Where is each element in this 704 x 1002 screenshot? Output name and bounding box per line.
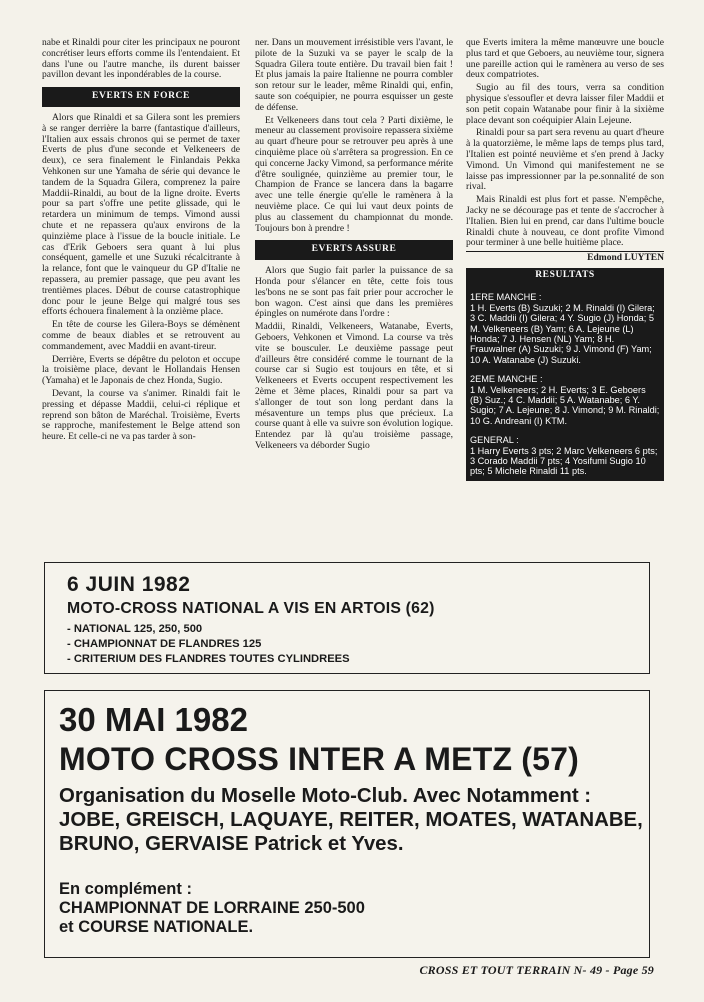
article-paragraph: que Everts imitera la même manœuvre une boucle plus tard et que Geboers, au neuvième tour, signera une pareille action qui le ramènera au verso de ses deux compatriotes.	[466, 37, 664, 81]
results-first-heat-list: 1 H. Everts (B) Suzuki; 2 M. Rinaldi (I) Gilera; 3 C. Maddii (I) Gilera; 4 Y. Sugio (J) Honda; 5 M. Velkeneers (B) Yam; 6 A. Lejeune (L) Honda; 7 J. Hensen (NL) Yam; 8 H. Frauwalner (A) Suzuki; 9 J. Vimond (F) Yam; 10 A. Watanabe (J) Suzuki.	[470, 302, 655, 365]
advert-date: 6 JUIN 1982	[67, 573, 191, 596]
advert-complement-line: et COURSE NATIONALE.	[59, 918, 254, 936]
article-paragraph: Et Velkeneers dans tout cela ? Parti dixième, le meneur au classement provisoire repassera sixième au quart d'heure pour se retrouver peu après à une cinquième place où s'arrêtera sa progression. En ce qui concerne Jacky Vimond, sa performance mérite d'être soulignée, quinzième au premier tour, le Champion de France se lancera dans la bagarre avec une telle énergie qu'elle le ramènera à la neuvième place. Ce qui lui vaut deux points de plus au classement du championnat du monde. Toujours bon à prendre !	[255, 114, 453, 234]
article-paragraph: Alors que Sugio fait parler la puissance de sa Honda pour s'élancer en tête, cette fois tous les'bons ne se sont pas fait prier pour accrocher le bon wagon. C'est ainsi que dans les premières épingles on numérote dans l'ordre :	[255, 265, 453, 320]
article-paragraph: Alors que Rinaldi et sa Gilera sont les premiers à se ranger derrière la barre (fantastique d'ailleurs, l'Italien aux essais chronos qui se permet de taxer Everts de plus d'une seconde et Velkeneers de deux), ce sera finalement le Finlandais Pekka Vehkonen sur une Yamaha de série qui devance le tandem de la Squadra Gilera, comprenez la paire Maddii-Rinaldi, au bout de la ligne droite. Everts pour sa part s'offre une petite glissade, qui le retardera un minimum de temps. Vimond aussi chute et ne repassera qu'aux environs de la quinzième place à l'issue de la boucle initiale. Le cas d'Erik Geboers sera quant à lui plus conséquent, gamelle et une Suzuki récalcitrante à la relance, font que le vainqueur du GP d'Italie ne repassera, au premier passage, que peu avant les trentièmes places. Début de course catastrophique donc pour le jeune Belge qui malgré tous ses efforts échouera finalement à la onzième place.	[42, 111, 240, 318]
article-paragraph: Derrière, Everts se dépêtre du peloton et occupe la troisième place, devant le Hollandais Hensen (Yamaha) et le Japonais de chez Honda, Sugio.	[42, 353, 240, 387]
article-paragraph: Maddii, Rinaldi, Velkeneers, Watanabe, Everts, Geboers, Vehkonen et Vimond. La course va très vite se bousculer. Le deuxième passage peut d'ailleurs être considéré comme le tournant de la course car si Sugio est toujours en tête, et si Velkeneers et Everts occupent respectivement les 2ème et 3ème places, Rinaldi pour sa part va s'allonger de tout son long perdant dans la mésaventure un temps plus que précieux. La course quant à elle va suivre son évolution logique. Entendez par là qu'au troisième passage, Velkeneers va déborder Sugio	[255, 321, 453, 451]
advert-complement	[59, 880, 639, 937]
results-box	[466, 268, 664, 481]
article-paragraph: Devant, la course va s'animer. Rinaldi fait le pressing et dépasse Maddii, celui-ci réplique et reprend son bâton de Maréchal. Troisième, Everts se rapproche, manifestement le Belge attend son heure. Et celle-ci ne va pas tarder à son-	[42, 387, 240, 443]
advert-complement-label: En complément :	[59, 880, 192, 898]
results-first-heat-heading: 1ERE MANCHE :	[470, 292, 542, 303]
article-paragraph: ner. Dans un mouvement irrésistible vers l'avant, le pilote de la Suzuki va se payer le scalp de la Squadra Gilera toute entière. Du travail bien fait ! Et plus jamais la paire Italienne ne pourra combler son retour sur le leader, même Rinaldi qui, enfin, saute son coéquipier, ne pourra esquisser un geste de défense.	[255, 37, 453, 113]
advert-list-item: - CRITERIUM DES FLANDRES TOUTES CYLINDREES	[67, 653, 350, 665]
results-general-list: 1 Harry Everts 3 pts; 2 Marc Velkeneers 6 pts; 3 Corado Maddii 7 pts; 4 Yosifumi Sugio 10 pts; 5 Michele Rinaldi 11 pts.	[470, 445, 658, 477]
section-heading-everts-en-force: EVERTS EN FORCE	[42, 87, 240, 107]
advert-event-title: MOTO-CROSS NATIONAL A VIS EN ARTOIS (62)	[67, 600, 435, 617]
article-paragraph: nabe et Rinaldi pour citer les principaux ne pouront concrétiser leurs efforts comme ils l'entendaient. Et dans l'une ou l'autre manche, ils durent baisser pavillon devant les inpondérables de la course.	[42, 37, 240, 81]
advert-list-item: - CHAMPIONNAT DE FLANDRES 125	[67, 638, 262, 650]
results-second-heat-list: 1 M. Velkeneers; 2 H. Everts; 3 E. Geboers (B) Suz.; 4 C. Maddii; 5 A. Watanabe; 6 Y. Sugio; 7 A. Lejeune; 8 J. Vimond; 9 M. Rinaldi; 10 G. Andreani (I) KTM.	[470, 384, 660, 426]
advert-complement-line: CHAMPIONNAT DE LORRAINE 250-500	[59, 899, 365, 917]
page-footer: CROSS ET TOUT TERRAIN N- 49 - Page 59	[419, 963, 654, 977]
article-column-3	[466, 38, 664, 481]
advert-event-list	[67, 622, 350, 667]
results-second-heat-heading: 2EME MANCHE :	[470, 374, 543, 385]
article-paragraph: En tête de course les Gilera-Boys se démènent comme de beaux diables et se retrouvent au commandement, avec Maddii en avant-tireur.	[42, 319, 240, 352]
article-paragraph: Sugio au fil des tours, verra sa condition physique s'essoufler et devra laisser filer Maddii et son petit copain Watanabe pour finir à la sixième place devant son coéquipier Alain Lejeune.	[466, 82, 664, 126]
advert-date: 30 MAI 1982	[59, 701, 248, 738]
advert-list-item: - NATIONAL 125, 250, 500	[67, 623, 203, 635]
author-signature: Edmond LUYTEN	[466, 251, 664, 264]
advert-organisation: Organisation du Moselle Moto-Club. Avec Notamment : JOBE, GREISCH, LAQUAYE, REITER, MOATES, WATANABE, BRUNO, GERVAISE Patrick et Yves.	[59, 785, 643, 855]
article-paragraph: Rinaldi pour sa part sera revenu au quart d'heure à la quatorzième, le même laps de temps plus tard, l'Italien est pointé neuvième et s'en prend à Jacky Vimond. Un Vimond qui manifestement ne se laisse pas impressionner par la pe.sonnalité de son rival.	[466, 127, 664, 193]
advert-vis-en-artois	[44, 562, 650, 674]
article-column-2	[255, 38, 453, 454]
advert-event-title: MOTO CROSS INTER A METZ (57)	[59, 741, 579, 777]
article-paragraph: Mais Rinaldi est plus fort et passe. N'empêche, Jacky ne se décourage pas et tente de s'accrocher à l'Italien. Bien lui en prend, car dans l'ultime boucle Rinaldi chute à nouveau, ce dont profite Vimond pour terminer à une belle huitième place.	[466, 194, 664, 249]
advert-metz	[44, 690, 650, 958]
results-title: RESULTATS	[535, 269, 595, 280]
article-columns	[42, 38, 664, 550]
section-heading-everts-assure: EVERTS ASSURE	[255, 240, 453, 260]
results-general-heading: GENERAL :	[470, 435, 519, 446]
article-column-1	[42, 38, 240, 445]
